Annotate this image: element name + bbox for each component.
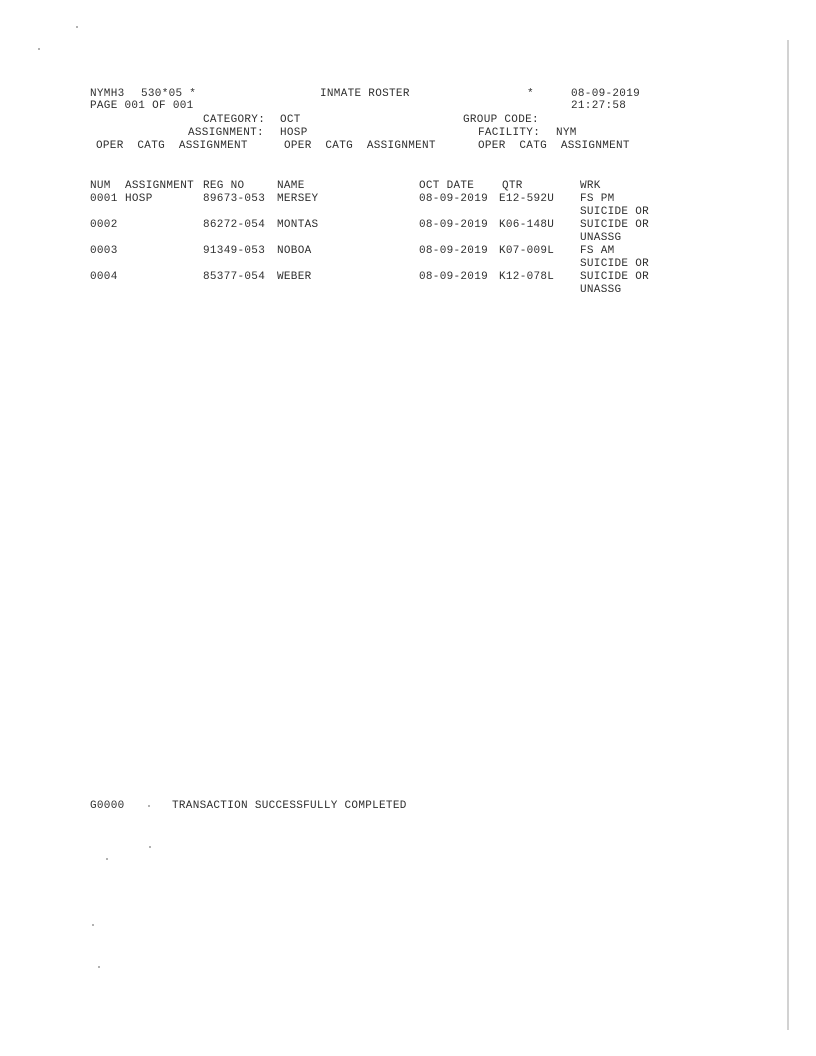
row-name: WEBER bbox=[277, 271, 312, 283]
row-name: NOBOA bbox=[277, 245, 312, 257]
row-oct-date: 08-09-2019 bbox=[419, 193, 489, 205]
status-code: G0000 bbox=[90, 800, 125, 812]
report-time: 21:27:58 bbox=[571, 100, 627, 112]
row-num: 0003 bbox=[90, 245, 118, 257]
assignment-label: ASSIGNMENT: bbox=[188, 127, 264, 139]
scan-speck bbox=[92, 924, 94, 926]
row-name: MERSEY bbox=[277, 193, 319, 205]
col-header-assignment: ASSIGNMENT bbox=[125, 180, 195, 192]
row-assignment: HOSP bbox=[125, 193, 153, 205]
oper-header-2: OPER CATG ASSIGNMENT bbox=[284, 140, 436, 152]
group-code-label: GROUP CODE: bbox=[463, 114, 539, 126]
col-header-wrk: WRK bbox=[580, 180, 601, 192]
row-qtr: K12-078L bbox=[499, 271, 555, 283]
row-wrk-2: SUICIDE OR bbox=[580, 206, 650, 218]
report-title: INMATE ROSTER bbox=[320, 88, 410, 100]
row-qtr: E12-592U bbox=[499, 193, 555, 205]
row-wrk-1: SUICIDE OR bbox=[580, 271, 650, 283]
col-header-reg-no: REG NO bbox=[203, 180, 245, 192]
row-wrk-2: UNASSG bbox=[580, 284, 622, 296]
col-header-qtr: QTR bbox=[502, 180, 523, 192]
scan-speck bbox=[106, 858, 108, 860]
report-date: 08-09-2019 bbox=[571, 88, 641, 100]
row-oct-date: 08-09-2019 bbox=[419, 271, 489, 283]
category-label: CATEGORY: bbox=[203, 114, 266, 126]
row-num: 0004 bbox=[90, 271, 118, 283]
row-wrk-2: SUICIDE OR bbox=[580, 258, 650, 270]
page-edge-shadow bbox=[787, 40, 789, 1030]
col-header-oct-date: OCT DATE bbox=[419, 180, 475, 192]
row-name: MONTAS bbox=[277, 219, 319, 231]
header-star: * bbox=[527, 88, 534, 100]
row-reg-no: 89673-053 bbox=[203, 193, 266, 205]
row-reg-no: 86272-054 bbox=[203, 219, 266, 231]
row-num: 0002 bbox=[90, 219, 118, 231]
row-qtr: K06-148U bbox=[499, 219, 555, 231]
row-reg-no: 85377-054 bbox=[203, 271, 266, 283]
row-qtr: K07-009L bbox=[499, 245, 555, 257]
scan-speck bbox=[148, 805, 150, 807]
row-oct-date: 08-09-2019 bbox=[419, 245, 489, 257]
row-wrk-1: FS PM bbox=[580, 193, 615, 205]
system-id: NYMH3 bbox=[90, 88, 125, 100]
row-reg-no: 91349-053 bbox=[203, 245, 266, 257]
oper-header-1: OPER CATG ASSIGNMENT bbox=[96, 140, 248, 152]
facility-value: NYM bbox=[556, 127, 577, 139]
page-number: PAGE 001 OF 001 bbox=[90, 100, 194, 112]
row-num: 0001 bbox=[90, 193, 118, 205]
col-header-num: NUM bbox=[90, 180, 111, 192]
assignment-value: HOSP bbox=[280, 127, 308, 139]
category-value: OCT bbox=[280, 114, 301, 126]
row-wrk-2: UNASSG bbox=[580, 232, 622, 244]
report-code: 530*05 * bbox=[141, 88, 197, 100]
status-message: TRANSACTION SUCCESSFULLY COMPLETED bbox=[172, 800, 407, 812]
row-wrk-1: SUICIDE OR bbox=[580, 219, 650, 231]
scan-speck bbox=[38, 48, 40, 50]
oper-header-3: OPER CATG ASSIGNMENT bbox=[478, 140, 630, 152]
col-header-name: NAME bbox=[277, 180, 305, 192]
scan-speck bbox=[76, 26, 78, 28]
row-oct-date: 08-09-2019 bbox=[419, 219, 489, 231]
scan-speck bbox=[149, 846, 151, 848]
row-wrk-1: FS AM bbox=[580, 245, 615, 257]
facility-label: FACILITY: bbox=[478, 127, 541, 139]
scan-speck bbox=[98, 966, 100, 968]
